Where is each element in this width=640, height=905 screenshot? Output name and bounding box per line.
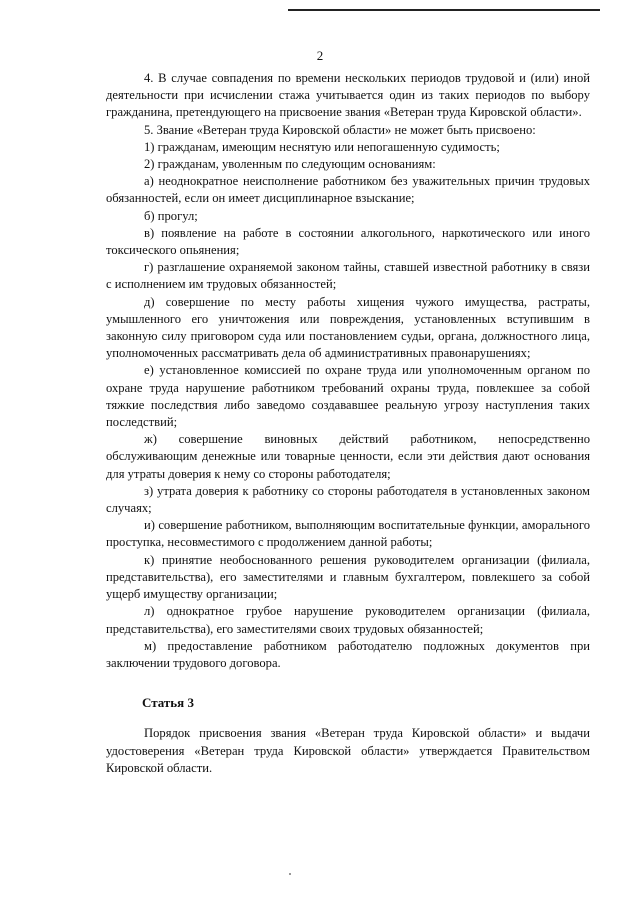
list-item-2: 2) гражданам, уволенным по следующим основаниям: xyxy=(144,157,436,172)
subitem-d: д) совершение по месту работы хищения чужого имущества, растраты, умышленного его уничтожения или повреждения, установленных вступившим в законную силу приговором суда или постановлением судьи, органа, должностного лица, уполномоченных рассматривать дела об административных правонарушениях; xyxy=(106,294,590,361)
subitem-g: г) разглашение охраняемой законом тайны, ставшей известной работнику в связи с исполнением им трудовых обязанностей; xyxy=(106,260,590,292)
list-item-1: 1) гражданам, имеющим неснятую или непогашенную судимость; xyxy=(144,139,500,154)
subitem-z: з) утрата доверия к работнику со стороны работодателя в установленных законом случаях; xyxy=(106,483,590,516)
subitem-a: а) неоднократное неисполнение работником без уважительных причин трудовых обязанностей, если он имеет дисциплинарное взыскание; xyxy=(106,174,590,206)
subitem-zh: ж) совершение виновных действий работником, непосредственно обслуживающим денежные или товарные ценности, если эти действия дают основания для утраты доверия к нему со стороны работодателя; xyxy=(106,432,590,481)
top-rule xyxy=(288,9,600,11)
paragraph-5: 5. Звание «Ветеран труда Кировской области» не может быть присвоено: xyxy=(144,122,536,137)
subitem-i: и) совершение работником, выполняющим воспитательные функции, аморального проступка, несовместимого с продолжением данной работы; xyxy=(106,518,590,550)
subitem-m: м) предоставление работником работодателю подложных документов при заключении трудового договора. xyxy=(106,638,590,670)
document-body xyxy=(106,70,590,777)
subitem-k: к) принятие необоснованного решения руководителем организации (филиала, представительства), его заместителями и главным бухгалтером, повлекшего за собой ущерб имуществу организации; xyxy=(106,552,590,602)
page-number: 2 xyxy=(316,48,324,63)
scan-speck xyxy=(289,873,291,875)
article-title: Статья 3 xyxy=(142,695,194,711)
subitem-v: в) появление на работе в состоянии алкогольного, наркотического или иного токсического опьянения; xyxy=(106,225,590,258)
paragraph-4: 4. В случае совпадения по времени нескольких периодов трудовой и (или) иной деятельности при исчислении стажа учитывается один из таких периодов по выбору гражданина, претендующего на присвоение звания «Ветеран труда Кировской области». xyxy=(106,71,590,120)
subitem-b: б) прогул; xyxy=(144,208,198,223)
subitem-l: л) однократное грубое нарушение руководителем организации (филиала, представительства), его заместителями своих трудовых обязанностей; xyxy=(106,604,590,636)
article-text: Порядок присвоения звания «Ветеран труда Кировской области» и выдачи удостоверения «Ветеран труда Кировской области» утверждается Правительством Кировской области. xyxy=(106,726,590,775)
subitem-e: е) установленное комиссией по охране труда или уполномоченным органом по охране труда нарушение работником требований охраны труда, повлекшее за собой тяжкие последствия либо заведомо создававшее реальную угрозу наступления таких последствий; xyxy=(106,363,590,430)
